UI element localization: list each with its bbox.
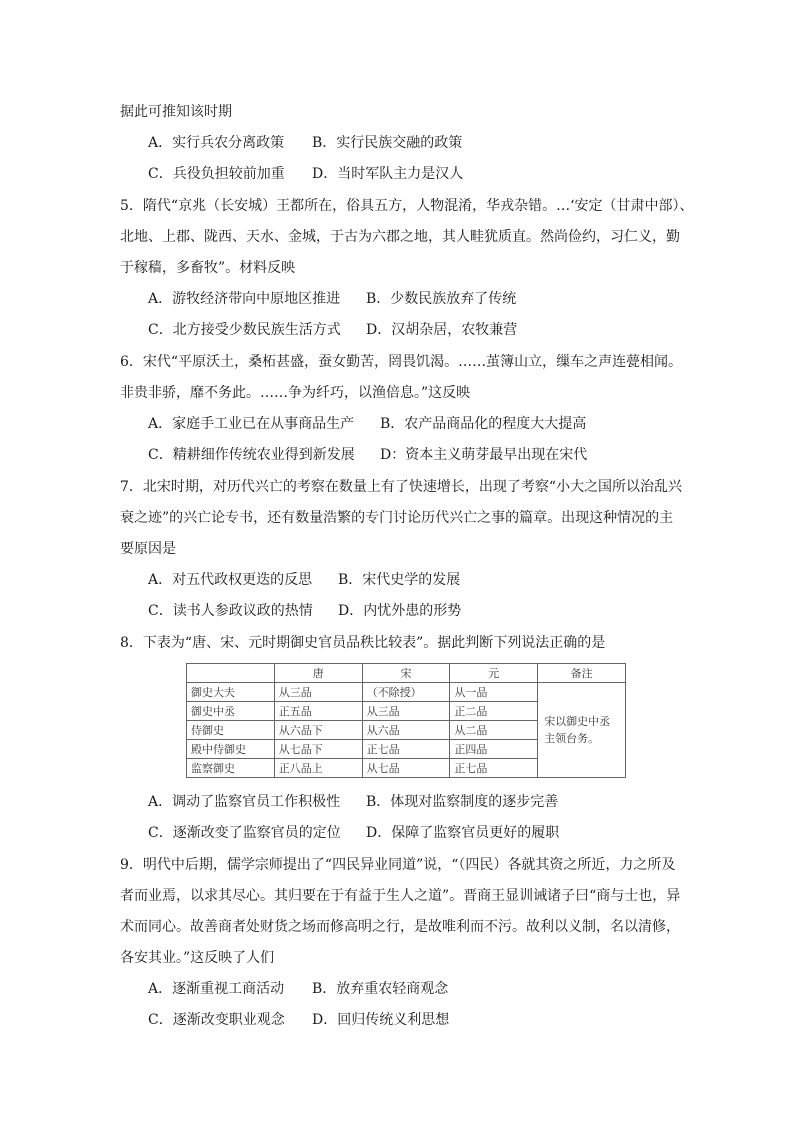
q8-option-d: D．保障了监察官员更好的履职: [366, 825, 560, 841]
q5-line-1: 5．隋代“京兆（长安城）王都所在，俗具五方，人物混淆，华戎杂错。…‘安定（甘肃中部）、: [120, 198, 694, 214]
q6-option-b: B．农产品商品化的程度大大提高: [380, 416, 587, 432]
q9-line-4: 各安其业。”这反映了人们: [120, 950, 275, 966]
q8-option-b: B．体现对监察制度的逐步完善: [366, 794, 559, 810]
q5-option-c: C．北方接受少数民族生活方式: [148, 322, 341, 338]
q7-line-3: 要原因是: [120, 541, 176, 557]
q8-line-1: 8．下表为“唐、宋、元时期御史官员品秩比较表”。据此判断下列说法正确的是: [120, 635, 606, 651]
q7-option-d: D．内忧外患的形势: [338, 603, 462, 619]
q7-option-c: C．读书人参政议政的热情: [148, 603, 313, 619]
q5-option-b: B．少数民族放弃了传统: [366, 291, 517, 307]
table-cell: 从三品: [362, 702, 450, 721]
table-cell: 从二品: [450, 721, 538, 740]
q8-option-a: A．调动了监察官员工作积极性: [148, 794, 341, 810]
table-cell: 侍御史: [187, 721, 275, 740]
table-header-cell: 宋: [362, 664, 450, 683]
q4-option-c: C．兵役负担较前加重: [148, 166, 285, 182]
q4-option-d: D．当时军队主力是汉人: [312, 166, 464, 182]
table-header-row: [187, 664, 626, 683]
table-row: [187, 683, 626, 702]
table-cell: 监察御史: [187, 759, 275, 778]
q4-option-a: A．实行兵农分离政策: [148, 135, 285, 151]
table-header-cell: 唐: [274, 664, 362, 683]
q7-line-1: 7．北宋时期，对历代兴亡的考察在数量上有了快速增长，出现了考察“小大之国所以治乱兴: [120, 479, 683, 495]
table-cell: 从七品下: [274, 740, 362, 759]
q6-line-1: 6．宋代“平原沃土，桑柘甚盛，蚕女勤苦，罔畏饥渴。……茧簿山立，缫车之声连甍相闻。: [120, 354, 683, 370]
q9-line-1: 9．明代中后期，儒学宗师提出了“四民异业同道”说，“（四民）各就其资之所近，力之所及: [120, 857, 676, 873]
q6-line-2: 非贵非骄，靡不务此。……争为纤巧，以渔倍息。”这反映: [120, 385, 471, 401]
q9-option-d: D．回归传统义利思想: [312, 1012, 450, 1028]
table-cell: 殿中侍御史: [187, 740, 275, 759]
q9-option-b: B．放弃重农轻商观念: [312, 981, 449, 997]
q5-line-2: 北地、上郡、陇西、天水、金城，于古为六郡之地，其人畦犹质直。然尚俭约，习仁义，勤: [120, 229, 680, 245]
table-header-cell: 备注: [538, 664, 626, 683]
table-cell: 正八品上: [274, 759, 362, 778]
table-cell: 御史中丞: [187, 702, 275, 721]
q5-option-d: D．汉胡杂居，农牧兼营: [366, 322, 518, 338]
q8-option-c: C．逐渐改变了监察官员的定位: [148, 825, 341, 841]
table-cell: 从六品: [362, 721, 450, 740]
q7-option-b: B．宋代史学的发展: [338, 572, 461, 588]
q9-line-2: 者而业焉，以求其尽心。其归要在于有益于生人之道”。晋商王显训诫诸子曰“商与士也，异: [120, 888, 681, 904]
table-cell: 正四品: [450, 740, 538, 759]
table-cell: 从六品下: [274, 721, 362, 740]
q6-option-d: D：资本主义萌芽最早出现在宋代: [380, 447, 588, 463]
table-cell: 从三品: [274, 683, 362, 702]
q7-option-a: A．对五代政权更迭的反思: [148, 572, 313, 588]
intro-line: 据此可推知该时期: [120, 104, 232, 120]
table-cell: 御史大夫: [187, 683, 275, 702]
table-note-cell: 宋以御史中丞主领台务。: [538, 683, 626, 778]
table-header-cell: [187, 664, 275, 683]
q5-line-3: 于稼穑，多畜牧”。材料反映: [120, 260, 296, 276]
table-header-cell: 元: [450, 664, 538, 683]
table-cell: 正七品: [362, 740, 450, 759]
table-cell: 正二品: [450, 702, 538, 721]
q6-option-a: A．家庭手工业已在从事商品生产: [148, 416, 355, 432]
table-cell: 从一品: [450, 683, 538, 702]
table-cell: 从七品: [362, 759, 450, 778]
q9-line-3: 术而同心。故善商者处财货之场而修高明之行，是故唯利而不污。故利以义制，名以清修，: [120, 919, 680, 935]
rank-comparison-table: [186, 663, 626, 778]
q5-option-a: A．游牧经济带向中原地区推进: [148, 291, 341, 307]
q9-option-a: A．逐渐重视工商活动: [148, 981, 285, 997]
q7-line-2: 衰之迹”的兴亡论专书，还有数量浩繁的专门讨论历代兴亡之事的篇章。出现这种情况的主: [120, 510, 674, 526]
table-cell: 正七品: [450, 759, 538, 778]
table-cell: 正五品: [274, 702, 362, 721]
table-cell: （不除授）: [362, 683, 450, 702]
q4-option-b: B．实行民族交融的政策: [312, 135, 463, 151]
q9-option-c: C．逐渐改变职业观念: [148, 1012, 285, 1028]
q6-option-c: C．精耕细作传统农业得到新发展: [148, 447, 355, 463]
